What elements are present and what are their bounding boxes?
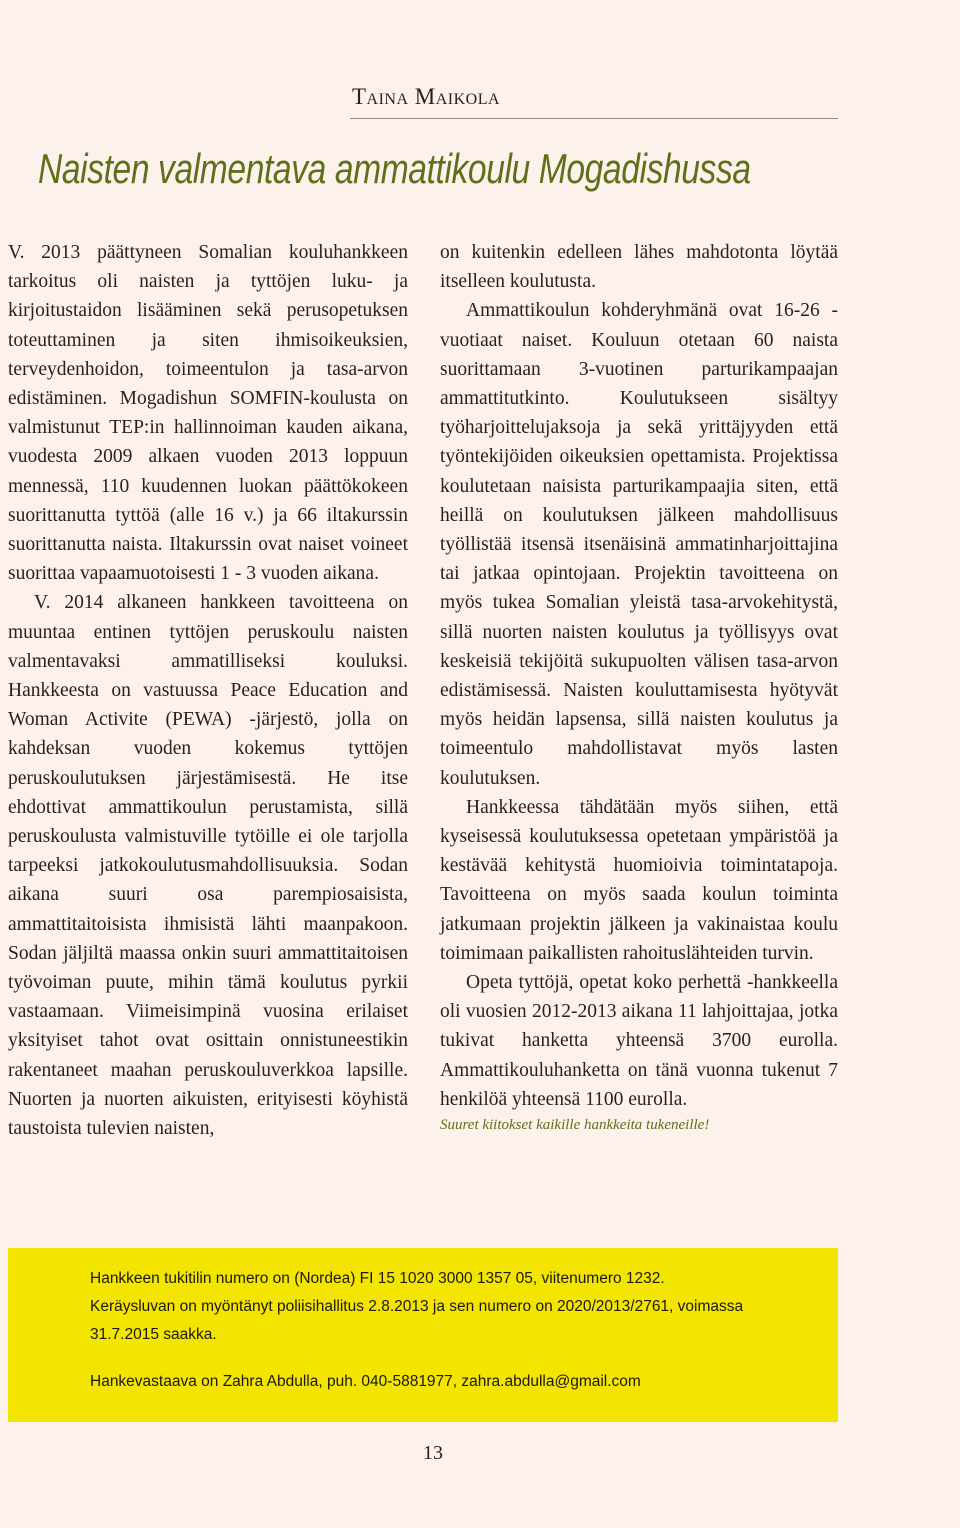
right-column bbox=[440, 238, 838, 1136]
article-title: Naisten valmentava ammattikoulu Mogadishussa bbox=[38, 145, 751, 192]
contact-line: Hankevastaava on Zahra Abdulla, puh. 040-5881977, zahra.abdulla@gmail.com bbox=[90, 1373, 641, 1390]
author-name: Taina Maikola bbox=[352, 84, 501, 109]
bank-info-box bbox=[8, 1248, 838, 1422]
thanks-note: Suuret kiitokset kaikille hankkeita tukeneille! bbox=[440, 1117, 710, 1134]
body-paragraph: Hankkeessa tähdätään myös siihen, että kyseisessä koulutuksessa opetetaan ympäristöä ja kestävää kehitystä huomioivia toimintatapoja. Tavoitteena on myös saada koulun toiminta jatkumaan projektin jälkeen ja vakinaistaa koulu toimimaan paikallisten rahoituslähteiden turvin. bbox=[440, 796, 838, 964]
bank-account-line: Hankkeen tukitilin numero on (Nordea) FI 15 1020 3000 1357 05, viitenumero 1232. bbox=[90, 1270, 665, 1287]
body-paragraph: Ammattikoulun kohderyhmänä ovat 16-26 -vuotiaat naiset. Kouluun otetaan 60 naista suorittamaan 3-vuotinen parturikampaajan ammattitutkinto. Koulutukseen sisältyy työharjoittelujaksoja ja sekä yrittäjyyden että työntekijöiden oikeuksien opettamista. Projektissa koulutetaan naisista parturikampaajia siten, että heillä on koulutuksen jälkeen mahdollisuus työllistää itsensä itsenäisinä ammatinharjoittajina tai jatkaa opintojaan. Projektin tavoitteena on myös tukea Somalian yleistä tasa-arvokehitystä, sillä nuorten naisten koulutus ja työllisyys ovat keskeisiä tekijöitä sukupuolten välisen tasa-arvon edistämisessä. Naisten kouluttamisesta hyötyvät myös heidän lapsensa, sillä naisten koulutus ja toimeentulo mahdollistavat myös lasten koulutuksen. bbox=[440, 300, 838, 789]
body-paragraph: V. 2013 päättyneen Somalian kouluhankkeen tarkoitus oli naisten ja tyttöjen luku- ja kirjoitustaidon lisääminen sekä perusopetuksen toteuttaminen ja siten ihmisoikeuksien, terveydenhoidon, toimeentulon ja tasa-arvon edistäminen. Mogadishun SOMFIN-koulusta on valmistunut TEP:in hallinnoiman kauden aikana, vuodesta 2009 alkaen vuoden 2013 loppuun mennessä, 110 kuudennen luokan päättökokeen suorittanutta tyttöä (alle 16 v.) ja 66 iltakurssin suorittanutta naista. Iltakurssin ovat naiset voineet suorittaa vapaamuotoisesti 1 - 3 vuoden aikana. bbox=[8, 242, 408, 585]
header-rule bbox=[350, 118, 838, 119]
body-paragraph: V. 2014 alkaneen hankkeen tavoitteena on muuntaa entinen tyttöjen peruskoulu naisten valmentavaksi ammatilliseksi kouluksi. Hankkeesta on vastuussa Peace Education and Woman Activite (PEWA) -järjestö, jolla on kahdeksan vuoden kokemus tyttöjen peruskoulutuksen järjestämisestä. He itse ehdottivat ammattikoulun perustamista, sillä peruskoulusta valmistuville tytöille ei ole tarjolla tarpeeksi jatkokoulutusmahdollisuuksia. Sodan aikana suuri osa parempiosaisista, ammattitaitoisista ihmisistä lähti maanpakoon. Sodan jäljiltä maassa onkin suuri ammattitaitoisen työvoiman puute, mihin tämä koulutus pyrkii vastaamaan. Viimeisimpinä vuosina erilaiset yksityiset tahot ovat osittain onnistuneestikin rakentaneet maahan peruskouluverkkoa lapsille. Nuorten ja nuorten aikuisten, erityisesti köyhistä taustoista tulevien naisten, bbox=[8, 592, 408, 1140]
body-paragraph: Opeta tyttöjä, opetat koko perhettä -hankkeella oli vuosien 2012-2013 aikana 11 lahjoittajaa, jotka tukivat hanketta yhteensä 3700 eurolla. Ammattikouluhanketta on tänä vuonna tukenut 7 henkilöä yhteensä 1100 eurolla. bbox=[440, 972, 838, 1110]
left-column bbox=[8, 238, 408, 1143]
body-paragraph: on kuitenkin edelleen lähes mahdotonta löytää itselleen koulutusta. bbox=[440, 242, 838, 293]
page-number: 13 bbox=[423, 1442, 443, 1464]
fundraising-permit-line: Keräysluvan on myöntänyt poliisihallitus 2.8.2013 ja sen numero on 2020/2013/2761, voimassa 31.7.2015 saakka. bbox=[90, 1298, 744, 1343]
